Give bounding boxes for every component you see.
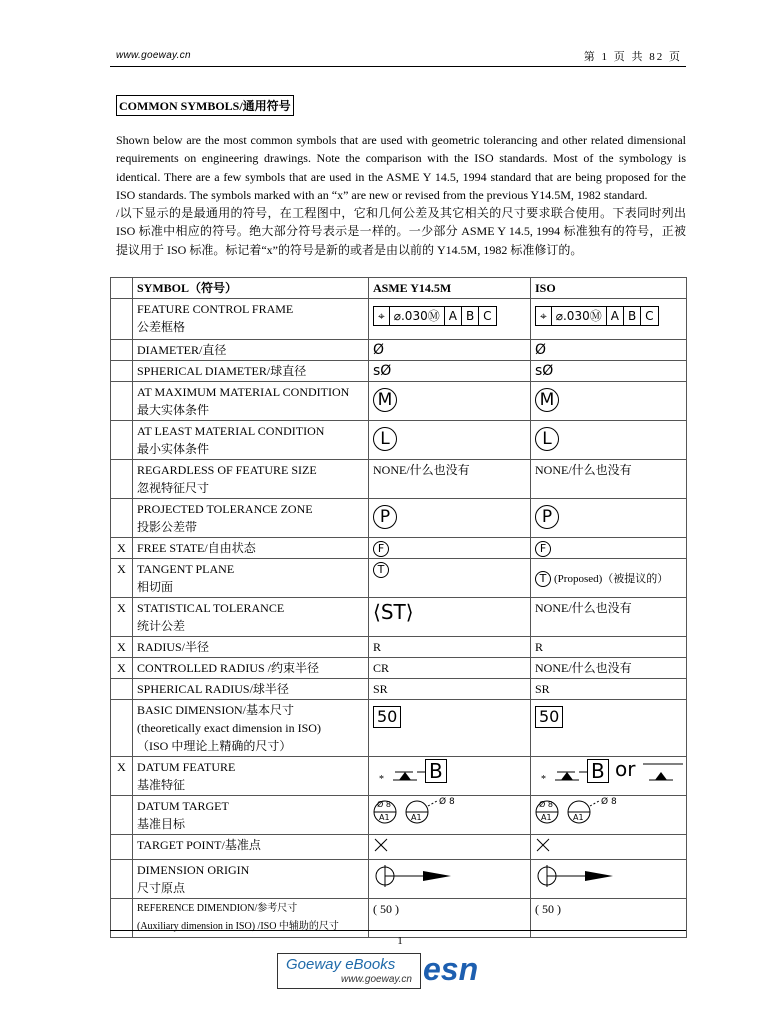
symbol-name: DIMENSION ORIGIN [137,863,250,877]
basic-dimension-box: 50 [373,706,401,728]
lmc-circle-symbol: L [535,427,559,451]
fcf-datum-c: C [645,309,654,323]
projected-zone-circle-symbol: P [373,505,397,529]
symbol-name-zh: 公差框格 [137,320,186,334]
free-state-circle-symbol: F [373,541,389,557]
symbol-name: AT LEAST MATERIAL CONDITION [137,424,325,438]
target-size: Ø 8 [539,800,553,809]
footnote-star: * [379,774,384,785]
revision-mark: X [111,757,133,796]
intro-text [116,131,686,259]
table-row [111,299,687,340]
symbol-name: RADIUS/半径 [133,637,369,658]
asme-symbol: ( 50 ) [369,899,531,938]
symbol-name: AT MAXIMUM MATERIAL CONDITION [137,385,350,399]
target-label: A1 [541,813,552,822]
logo-title: Goeway eBooks [286,956,396,973]
feature-control-frame-asme [373,306,497,326]
lmc-circle-symbol: L [373,427,397,451]
mmc-circle-symbol: M [535,388,559,412]
header-symbol: SYMBOL（符号） [133,278,369,299]
table-row [111,757,687,796]
symbol-name: SPHERICAL RADIUS/球半径 [133,679,369,700]
intro-english: Shown below are the most common symbols that are used with geometric tolerancing and other related dimensional requirements on engineering drawings. Note the comparison with the ISO standards. Most of the symbology is identical. There are a few symbols that are used in the ASME Y 14.5, 1994 standard that are being proposed for the ISO standards. The symbols marked with an “x” are new or revised from the previous Y14.5M, 1982 standard. [116,133,686,202]
target-label: A1 [573,813,584,822]
symbol-name-zh: 基准目标 [137,817,186,831]
table-row [111,835,687,860]
intro-chinese: /以下显示的是最通用的符号，在工程图中，它和几何公差及其它相关的尺寸要求联合使用。下表同时列出ISO 标准中相应的符号。绝大部分符号表示是一样的。一少部分 ASME Y 14.5, 1994 标准独有的符号，正被提议用于 ISO 标准。标记着“x”的符号是新的或者是由以前的 Y14.5M, 1982 标准修订的。 [116,206,686,257]
symbol-name: STATISTICAL TOLERANCE [137,601,285,615]
table-row [111,460,687,499]
table-row [111,700,687,757]
table-row [111,382,687,421]
iso-symbol: NONE/什么也没有 [531,460,687,499]
symbol-name: DATUM TARGET [137,799,229,813]
header-asme: ASME Y14.5M [369,278,531,299]
target-point-x-icon [535,837,551,853]
dimension-origin-icon [535,862,625,892]
asme-symbol: R [369,637,531,658]
statistical-tolerance-symbol: ⟨ST⟩ [373,600,414,624]
table-row [111,361,687,382]
asme-symbol: sØ [369,361,531,382]
symbol-name-zh: 基准特征 [137,778,186,792]
symbol-name-zh: 忽视特征尺寸 [137,481,210,495]
table-row [111,538,687,559]
fcf-datum-a: A [445,307,462,325]
symbol-name: CONTROLLED RADIUS /约束半径 [133,658,369,679]
symbol-name-zh: 统计公差 [137,619,186,633]
header-page-info: 第 1 页 共 82 页 [583,51,682,63]
feature-control-frame-iso [535,306,659,326]
symbol-name: TANGENT PLANE [137,562,235,576]
position-icon: ⌖ [536,307,552,325]
proposed-note: (Proposed)（被提议的） [554,573,669,585]
symbol-name-en-note: (Auxiliary dimension in ISO) /ISO 中辅助的尺寸 [137,921,339,932]
iso-symbol: NONE/什么也没有 [531,598,687,637]
dimension-origin-icon [373,862,463,892]
table-row [111,679,687,700]
table-row [111,499,687,538]
datum-alt-triangle-icon [643,761,683,787]
symbol-name: BASIC DIMENSION/基本尺寸 [137,703,295,717]
fcf-datum-c: C [483,309,492,323]
iso-symbol: SR [531,679,687,700]
revision-mark: X [111,598,133,637]
revision-mark: X [111,658,133,679]
table-row [111,899,687,938]
fcf-tolerance: ⌀.030Ⓜ [552,307,607,325]
header-iso: ISO [531,278,687,299]
tangent-plane-circle-symbol: T [535,571,551,587]
iso-symbol: R [531,637,687,658]
table-row [111,559,687,598]
target-size: Ø 8 [377,800,391,809]
revision-mark: X [111,538,133,559]
symbol-name: FREE STATE/自由状态 [133,538,369,559]
tangent-plane-circle-symbol: T [373,562,389,578]
page-number: 1 [397,935,403,947]
revision-mark [111,299,133,340]
symbol-name: REFERENCE DIMENDION/参考尺寸 [137,903,298,914]
revision-mark: X [111,559,133,598]
section-title: COMMON SYMBOLS/通用符号 [116,95,294,116]
symbol-name: SPHERICAL DIAMETER/球直径 [133,361,369,382]
table-row [111,598,687,637]
symbol-name-zh: （ISO 中理论上精确的尺寸） [137,739,292,753]
mmc-circle-symbol: M [373,388,397,412]
iso-symbol: ( 50 ) [531,899,687,938]
table-row [111,658,687,679]
table-row [111,340,687,361]
asme-symbol: Ø [369,340,531,361]
fcf-tolerance: ⌀.030Ⓜ [390,307,445,325]
symbol-name-zh: 尺寸原点 [137,881,186,895]
asme-symbol: NONE/什么也没有 [369,460,531,499]
basic-dimension-box: 50 [535,706,563,728]
symbol-name-zh: 投影公差带 [137,520,198,534]
table-row [111,637,687,658]
or-text: or [615,757,636,781]
free-state-circle-symbol: F [535,541,551,557]
target-label: A1 [411,813,422,822]
position-icon: ⌖ [374,307,390,325]
iso-symbol: NONE/什么也没有 [531,658,687,679]
fcf-datum-b: B [462,307,479,325]
footnote-star: * [541,774,546,785]
target-size: Ø 8 [601,797,617,807]
symbol-name-zh: 最大实体条件 [137,403,210,417]
iso-symbol: Ø [531,340,687,361]
symbol-name: DIAMETER/直径 [133,340,369,361]
symbol-name: TARGET POINT/基准点 [133,835,369,860]
target-size: Ø 8 [439,797,455,807]
table-row [111,796,687,835]
target-point-x-icon [373,837,389,853]
logo-url: www.goeway.cn [341,974,412,985]
revision-mark: X [111,637,133,658]
table-header-row [111,278,687,299]
symbol-name: REGARDLESS OF FEATURE SIZE [137,463,317,477]
table-row [111,421,687,460]
footer-rule [110,930,686,931]
fcf-datum-b: B [624,307,641,325]
symbols-table [110,277,687,938]
iso-symbol: sØ [531,361,687,382]
target-label: A1 [379,813,390,822]
symbol-name: FEATURE CONTROL FRAME [137,302,294,316]
datum-letter-box: B [425,759,447,783]
symbol-name: DATUM FEATURE [137,760,236,774]
esn-logo: esn [423,951,479,987]
symbol-name-zh: 最小实体条件 [137,442,210,456]
symbol-name: PROJECTED TOLERANCE ZONE [137,502,313,516]
fcf-datum-a: A [607,307,624,325]
datum-letter-box: B [587,759,609,783]
symbol-name-en-note: (theoretically exact dimension in ISO) [137,721,321,735]
goeway-ebooks-logo [277,953,421,989]
asme-symbol: CR [369,658,531,679]
asme-symbol: SR [369,679,531,700]
symbol-name-zh: 相切面 [137,580,174,594]
projected-zone-circle-symbol: P [535,505,559,529]
header-rule [110,66,686,67]
table-row [111,860,687,899]
header-site: www.goeway.cn [116,50,191,61]
